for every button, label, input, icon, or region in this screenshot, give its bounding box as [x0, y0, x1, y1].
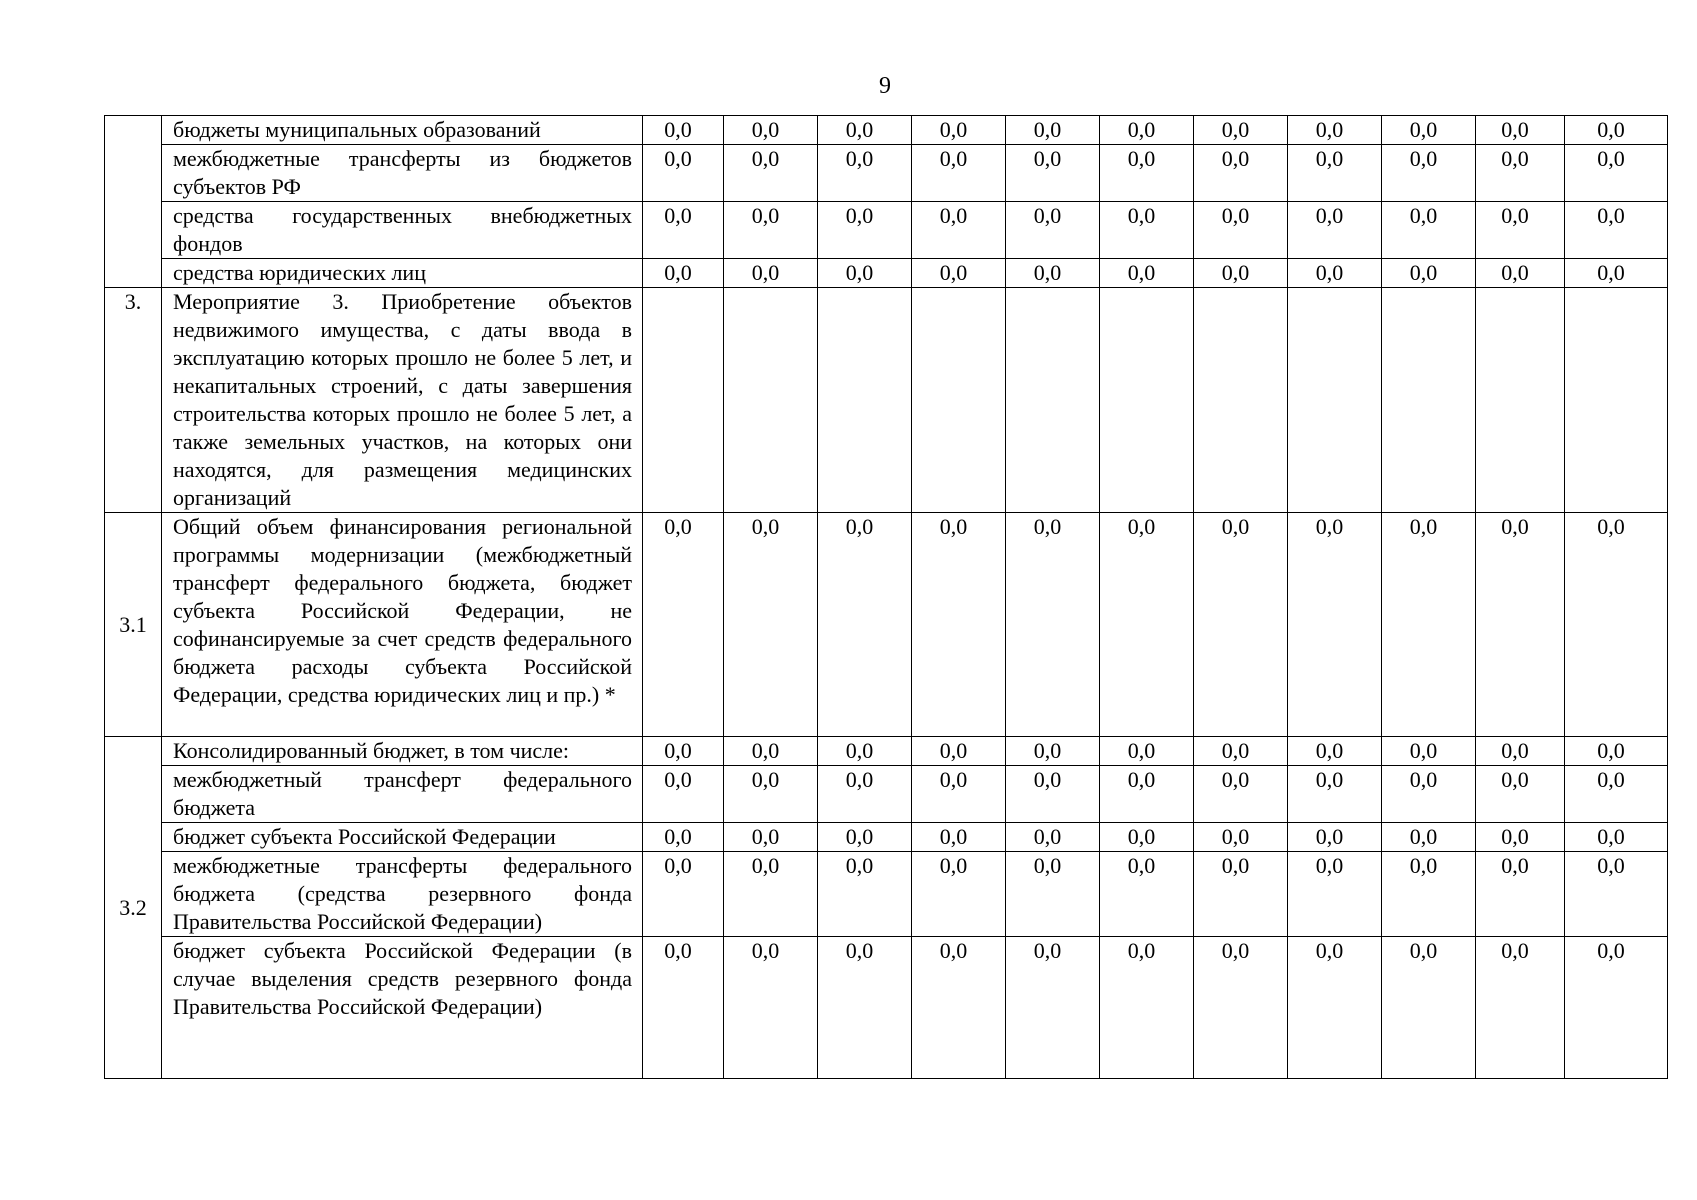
value-cell [1476, 288, 1565, 513]
value-cell: 0,0 [1100, 737, 1194, 766]
value-cell: 0,0 [1382, 145, 1476, 202]
table-row [105, 288, 1668, 513]
value-cell: 0,0 [1565, 766, 1668, 823]
value-cell: 0,0 [1194, 766, 1288, 823]
value-cell: 0,0 [1288, 737, 1382, 766]
value-cell: 0,0 [1288, 513, 1382, 737]
value-cell [1382, 288, 1476, 513]
value-cell [643, 288, 724, 513]
value-cell: 0,0 [818, 737, 912, 766]
value-cell [1194, 288, 1288, 513]
row-description: бюджет субъекта Российской Федерации (в случае выделения средств резервного фонда Правительства Российской Федерации) [162, 937, 643, 1079]
value-cell: 0,0 [643, 116, 724, 145]
value-cell: 0,0 [724, 766, 818, 823]
value-cell: 0,0 [1194, 823, 1288, 852]
value-cell: 0,0 [1288, 259, 1382, 288]
value-cell [1006, 288, 1100, 513]
value-cell: 0,0 [912, 116, 1006, 145]
value-cell: 0,0 [1100, 513, 1194, 737]
value-cell: 0,0 [1006, 737, 1100, 766]
value-cell: 0,0 [818, 766, 912, 823]
value-cell: 0,0 [643, 202, 724, 259]
value-cell: 0,0 [912, 202, 1006, 259]
value-cell: 0,0 [1194, 145, 1288, 202]
value-cell: 0,0 [1006, 116, 1100, 145]
value-cell: 0,0 [1476, 145, 1565, 202]
value-cell: 0,0 [1100, 116, 1194, 145]
value-cell: 0,0 [1476, 202, 1565, 259]
value-cell [1565, 288, 1668, 513]
value-cell: 0,0 [1565, 852, 1668, 937]
value-cell: 0,0 [1100, 202, 1194, 259]
value-cell: 0,0 [643, 937, 724, 1079]
value-cell: 0,0 [724, 852, 818, 937]
value-cell: 0,0 [1565, 116, 1668, 145]
value-cell: 0,0 [1288, 116, 1382, 145]
value-cell: 0,0 [724, 145, 818, 202]
value-cell: 0,0 [1476, 823, 1565, 852]
value-cell: 0,0 [818, 513, 912, 737]
value-cell: 0,0 [1100, 259, 1194, 288]
value-cell: 0,0 [1194, 513, 1288, 737]
value-cell: 0,0 [1100, 937, 1194, 1079]
value-cell: 0,0 [1006, 202, 1100, 259]
value-cell: 0,0 [1382, 737, 1476, 766]
table-row [105, 766, 1668, 823]
value-cell: 0,0 [1006, 937, 1100, 1079]
value-cell: 0,0 [1006, 852, 1100, 937]
value-cell: 0,0 [643, 766, 724, 823]
value-cell: 0,0 [818, 259, 912, 288]
row-description: Мероприятие 3. Приобретение объектов недвижимого имущества, с даты ввода в эксплуатацию которых прошло не более 5 лет, и некапитальных строений, с даты завершения строительства которых прошло не более 5 лет, а также земельных участков, на которых они находятся, для размещения медицинских организаций [162, 288, 643, 513]
value-cell: 0,0 [1476, 852, 1565, 937]
row-number: 3.1 [105, 513, 162, 737]
value-cell: 0,0 [1006, 823, 1100, 852]
value-cell: 0,0 [912, 823, 1006, 852]
value-cell: 0,0 [1194, 202, 1288, 259]
value-cell: 0,0 [1288, 823, 1382, 852]
table-row [105, 145, 1668, 202]
value-cell: 0,0 [818, 145, 912, 202]
value-cell: 0,0 [1100, 766, 1194, 823]
value-cell: 0,0 [1382, 202, 1476, 259]
value-cell: 0,0 [724, 116, 818, 145]
row-number: 3. [105, 288, 162, 513]
row-description: средства государственных внебюджетных фондов [162, 202, 643, 259]
table-row [105, 116, 1668, 145]
value-cell: 0,0 [643, 823, 724, 852]
value-cell: 0,0 [1382, 823, 1476, 852]
value-cell: 0,0 [1382, 513, 1476, 737]
value-cell: 0,0 [1565, 823, 1668, 852]
row-description: Консолидированный бюджет, в том числе: [162, 737, 643, 766]
value-cell: 0,0 [1476, 259, 1565, 288]
value-cell: 0,0 [912, 766, 1006, 823]
value-cell: 0,0 [1382, 937, 1476, 1079]
value-cell: 0,0 [1194, 259, 1288, 288]
value-cell: 0,0 [1288, 937, 1382, 1079]
value-cell: 0,0 [1565, 145, 1668, 202]
value-cell: 0,0 [818, 852, 912, 937]
value-cell: 0,0 [1382, 852, 1476, 937]
table-row [105, 259, 1668, 288]
value-cell: 0,0 [1100, 145, 1194, 202]
value-cell: 0,0 [1476, 513, 1565, 737]
value-cell: 0,0 [724, 202, 818, 259]
value-cell: 0,0 [1565, 737, 1668, 766]
budget-table [104, 115, 1668, 1079]
value-cell: 0,0 [1565, 937, 1668, 1079]
value-cell: 0,0 [724, 937, 818, 1079]
value-cell: 0,0 [1476, 116, 1565, 145]
table-row [105, 513, 1668, 737]
value-cell: 0,0 [912, 937, 1006, 1079]
table-row [105, 737, 1668, 766]
value-cell: 0,0 [1194, 737, 1288, 766]
value-cell: 0,0 [1100, 852, 1194, 937]
value-cell: 0,0 [1382, 766, 1476, 823]
value-cell: 0,0 [1194, 937, 1288, 1079]
value-cell: 0,0 [643, 259, 724, 288]
page-number: 9 [879, 73, 891, 99]
value-cell: 0,0 [1006, 259, 1100, 288]
value-cell: 0,0 [912, 513, 1006, 737]
value-cell: 0,0 [1476, 766, 1565, 823]
value-cell: 0,0 [1288, 766, 1382, 823]
value-cell: 0,0 [1194, 852, 1288, 937]
value-cell [912, 288, 1006, 513]
value-cell: 0,0 [1476, 737, 1565, 766]
row-description: межбюджетные трансферты федерального бюджета (средства резервного фонда Правительства Российской Федерации) [162, 852, 643, 937]
value-cell: 0,0 [724, 737, 818, 766]
value-cell: 0,0 [1194, 116, 1288, 145]
value-cell: 0,0 [818, 116, 912, 145]
value-cell: 0,0 [1565, 259, 1668, 288]
value-cell: 0,0 [912, 852, 1006, 937]
value-cell: 0,0 [1565, 202, 1668, 259]
row-number [105, 116, 162, 288]
table-row [105, 823, 1668, 852]
value-cell: 0,0 [912, 259, 1006, 288]
table-row [105, 937, 1668, 1079]
value-cell: 0,0 [912, 145, 1006, 202]
value-cell: 0,0 [643, 737, 724, 766]
value-cell: 0,0 [818, 202, 912, 259]
value-cell: 0,0 [1382, 116, 1476, 145]
value-cell: 0,0 [912, 737, 1006, 766]
value-cell: 0,0 [818, 937, 912, 1079]
value-cell [1288, 288, 1382, 513]
value-cell: 0,0 [1476, 937, 1565, 1079]
value-cell: 0,0 [818, 823, 912, 852]
value-cell: 0,0 [1288, 145, 1382, 202]
value-cell: 0,0 [724, 259, 818, 288]
row-number: 3.2 [105, 737, 162, 1079]
value-cell: 0,0 [1006, 513, 1100, 737]
row-description: средства юридических лиц [162, 259, 643, 288]
value-cell: 0,0 [1100, 823, 1194, 852]
row-description: межбюджетный трансферт федерального бюджета [162, 766, 643, 823]
value-cell [1100, 288, 1194, 513]
table-row [105, 852, 1668, 937]
value-cell: 0,0 [1565, 513, 1668, 737]
value-cell [724, 288, 818, 513]
value-cell: 0,0 [1288, 202, 1382, 259]
row-description: Общий объем финансирования региональной программы модернизации (межбюджетный трансферт федерального бюджета, бюджет субъекта Российской Федерации, не софинансируемые за счет средств федерального бюджета расходы субъекта Российской Федерации, средства юридических лиц и пр.) * [162, 513, 643, 737]
value-cell: 0,0 [1006, 145, 1100, 202]
table-row [105, 202, 1668, 259]
value-cell: 0,0 [643, 513, 724, 737]
value-cell: 0,0 [643, 145, 724, 202]
value-cell: 0,0 [1006, 766, 1100, 823]
row-description: бюджеты муниципальных образований [162, 116, 643, 145]
row-description: бюджет субъекта Российской Федерации [162, 823, 643, 852]
value-cell: 0,0 [643, 852, 724, 937]
row-description: межбюджетные трансферты из бюджетов субъектов РФ [162, 145, 643, 202]
value-cell: 0,0 [724, 823, 818, 852]
value-cell: 0,0 [1382, 259, 1476, 288]
value-cell: 0,0 [724, 513, 818, 737]
value-cell: 0,0 [1288, 852, 1382, 937]
value-cell [818, 288, 912, 513]
